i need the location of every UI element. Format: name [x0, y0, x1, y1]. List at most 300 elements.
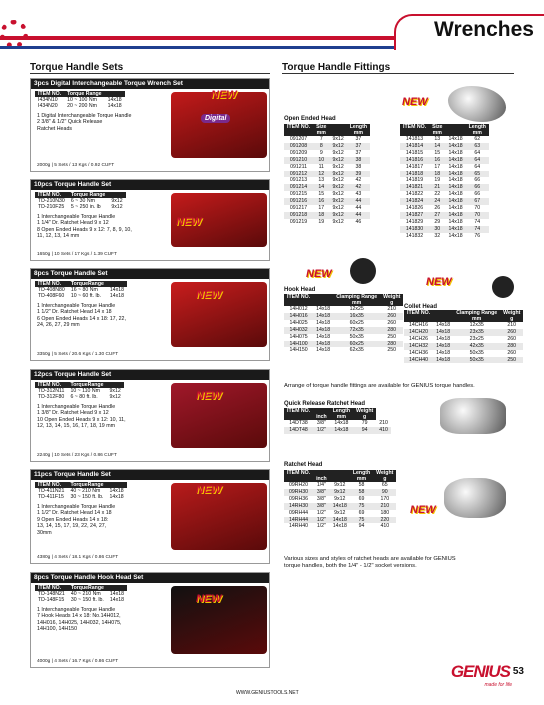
table-row [284, 517, 396, 524]
table-cell: 50x35 [453, 357, 500, 364]
description-line: 1 Digital Interchangeable Torque Handle [37, 113, 132, 119]
table-cell: 7 [319, 136, 323, 142]
table-cell: 220 [373, 517, 396, 524]
table-row [284, 496, 396, 503]
table-cell: 44 [347, 212, 370, 219]
ratchet-table [284, 470, 396, 530]
unit-header: mm [453, 316, 500, 322]
table-row [284, 205, 370, 212]
table-cell: 22 [434, 191, 441, 198]
description-line: 1 Interchangeable Torque Handle [37, 607, 116, 613]
table-row [35, 293, 127, 299]
table-row [400, 150, 489, 157]
torque-set-card [30, 469, 270, 564]
table-cell: 9x12 [332, 191, 344, 198]
table-cell: 9x12 [329, 198, 346, 205]
table-cell: 14x18 [436, 335, 451, 342]
table-cell: 14x18 [332, 523, 347, 530]
table-cell: 141821 [400, 184, 429, 191]
subsection-title: Quick Release Ratchet Head [284, 401, 366, 407]
table-cell: 14x18 [445, 157, 465, 164]
description-line: 2 3/8" & 1/2" Quick Release [37, 119, 103, 126]
table-cell: TD-210N30 [38, 198, 65, 205]
table-cell: 13 [434, 136, 441, 142]
table-cell: 3/8" [316, 420, 326, 426]
new-badge: NEW [196, 593, 222, 605]
table-cell: 64 [466, 157, 489, 164]
set-packing-info: 4000g | 4 Sets / 16.7 Kgs / 0.86 CUFT [37, 659, 119, 664]
product-case-photo [171, 92, 267, 158]
table-cell: 14RH44 [284, 517, 313, 524]
table-cell: 14x18 [107, 103, 122, 110]
table-cell: 14CH20 [404, 329, 433, 336]
description-line: 9 Open Ended Heads 14 x 18: [37, 516, 109, 523]
table-cell: 14x18 [109, 597, 125, 604]
table-cell: 091208 [284, 143, 313, 150]
table-row [404, 336, 523, 343]
table-cell: 1/2" [313, 517, 330, 524]
collet-head-photo [492, 276, 514, 298]
table-cell: 14x18 [445, 184, 465, 191]
table-cell: 3/8" [313, 489, 330, 496]
table-cell: 23x25 [469, 335, 484, 342]
table-cell: 14x18 [445, 226, 465, 233]
table-cell: 50x35 [469, 349, 484, 356]
table-cell: 14x18 [433, 329, 453, 336]
table-cell: 69 [358, 495, 365, 502]
table-cell: 58 [358, 482, 365, 488]
set-title: 8pcs Torque Handle Set [31, 269, 269, 279]
table-cell: 260 [380, 313, 403, 320]
set-title: 11pcs Torque Handle Set [31, 470, 269, 480]
table-row [400, 233, 489, 240]
table-row [284, 420, 391, 427]
table-cell: 3/8" [316, 495, 326, 502]
table-row [400, 143, 489, 150]
table-row [35, 394, 124, 400]
table-cell: 14x18 [330, 427, 353, 434]
unit-header: g [353, 414, 376, 420]
left-section-title: Torque Handle Sets [30, 62, 270, 74]
table-cell: 14x18 [433, 357, 453, 364]
table-row [284, 306, 403, 313]
table-cell: 39 [347, 171, 370, 178]
unit-header: g [500, 316, 523, 322]
table-cell: 9x12 [332, 177, 344, 184]
table-cell: 250 [500, 357, 523, 364]
table-cell: 5 ~ 250 in. lb [70, 204, 101, 211]
table-cell: 141813 [405, 136, 424, 142]
table-cell: 42 [347, 184, 370, 191]
set-item-table [35, 192, 126, 211]
table-cell: 14x18 [436, 349, 451, 356]
table-cell: 14x18 [313, 327, 333, 334]
table-row [400, 184, 489, 191]
table-cell: 9x12 [329, 171, 346, 178]
unit-header: inch [313, 414, 330, 420]
table-cell: 62x35 [349, 347, 364, 354]
table-cell: 260 [507, 335, 517, 342]
table-cell: 14 [429, 143, 445, 150]
table-header: TorqueRange [67, 382, 106, 388]
table-row [284, 503, 396, 510]
table-row [404, 343, 523, 350]
torque-set-card [30, 179, 270, 261]
table-cell: 141827 [400, 212, 429, 219]
table-row [400, 157, 489, 164]
table-cell: 66 [474, 177, 481, 184]
subsection-title: Open Ended Head [284, 116, 336, 122]
ratchet-head-photo [444, 478, 506, 518]
table-header: Size [429, 124, 445, 130]
table-cell: 14x18 [109, 591, 125, 598]
table-cell: 1/2" [316, 509, 326, 516]
table-cell: 210 [387, 306, 397, 312]
table-cell: 14RH40 [289, 523, 309, 530]
new-badge: NEW [306, 268, 332, 280]
table-header: ITEM NO. [404, 310, 433, 316]
table-row [400, 205, 489, 212]
unit-header: mm [330, 414, 353, 420]
subsection-title: Collet Head [404, 304, 438, 310]
table-row [400, 136, 489, 143]
table-cell: 23x35 [453, 329, 500, 336]
set-title: 8pcs Torque Handle Hook Head Set [31, 573, 269, 583]
table-cell: 12x25 [349, 306, 364, 312]
table-cell: 9 [319, 149, 323, 156]
table-header: ITEM NO. [35, 192, 68, 198]
table-cell: 67 [466, 198, 489, 205]
set-item-table [35, 91, 125, 110]
unit-header: g [373, 476, 396, 482]
new-badge: NEW [426, 276, 452, 288]
table-cell: 14x18 [107, 97, 122, 104]
brand-tagline: made for life [484, 682, 512, 688]
table-cell: 11 [318, 163, 324, 170]
table-row [284, 482, 396, 489]
table-cell: 44 [347, 198, 370, 205]
table-cell: 9x12 [332, 163, 344, 170]
table-cell: 14RH30 [284, 503, 313, 510]
table-cell: 30 ~ 150 ft. lb. [70, 494, 104, 501]
table-cell: 9x12 [334, 509, 346, 516]
table-cell: 14H012 [289, 306, 308, 312]
table-cell: 15 [434, 149, 441, 156]
table-header: Length [466, 124, 489, 130]
table-cell: 10 ~ 100 Nm [67, 97, 97, 104]
set-item-table [35, 281, 127, 300]
table-header: Clamping Range [453, 310, 500, 316]
table-cell: 16x35 [333, 313, 380, 320]
table-row [404, 322, 523, 329]
table-row [284, 523, 396, 530]
brand-logo: GENIUS [450, 662, 510, 681]
torque-set-card [30, 572, 270, 668]
open_ended-table [400, 124, 489, 240]
table-cell: 37 [347, 143, 370, 150]
table-cell: 17 [318, 205, 325, 212]
table-header: Length [330, 408, 353, 414]
table-cell: 9x12 [332, 136, 344, 142]
table-row [284, 219, 370, 226]
table-cell: 14x18 [109, 293, 125, 300]
table-cell: 14x18 [109, 488, 124, 495]
table-cell: 091216 [284, 198, 313, 205]
quick-table [284, 408, 391, 434]
table-cell: 14x18 [448, 149, 463, 156]
torque-set-card [30, 78, 270, 172]
table-cell: 091219 [289, 218, 308, 225]
table-row [284, 191, 370, 198]
table-cell: 37 [355, 149, 362, 156]
right-section-title: Torque Handle Fittings [282, 62, 514, 74]
table-cell: 14x18 [436, 322, 451, 328]
table-row [284, 212, 370, 219]
table-cell: 14x18 [433, 343, 453, 350]
set-description [37, 303, 172, 329]
table-cell: 14x18 [445, 198, 465, 205]
table-header: Clamping Range [333, 294, 380, 300]
table-cell: 32 [434, 232, 441, 239]
gear-decoration-icon [0, 20, 28, 48]
set-packing-info: 4380g | 4 Sets / 18.1 Kgs / 0.86 CUFT [37, 555, 119, 560]
description-line: 1 Interchangeable Torque Handle [37, 303, 116, 309]
table-cell: 9x12 [111, 204, 123, 211]
table-header: ITEM NO. [284, 470, 313, 476]
note-line: torque handles, both the 1/4" - 1/2" socket versions. [284, 563, 417, 569]
table-cell: 091207 [289, 136, 308, 142]
digital-badge: Digital [201, 114, 230, 123]
table-cell: 76 [474, 232, 481, 239]
table-row [400, 177, 489, 184]
table-cell: 141816 [400, 157, 429, 164]
table-cell: 9x12 [330, 489, 350, 496]
table-cell: 141824 [400, 198, 429, 205]
page-header [0, 0, 544, 58]
table-cell: 74 [474, 218, 481, 225]
table-row [284, 171, 370, 178]
unit-header: g [380, 300, 403, 306]
quick-release-head-photo [440, 398, 506, 434]
table-cell: 410 [380, 523, 390, 530]
set-item-table [35, 382, 124, 401]
table-cell: 14DT38 [289, 420, 308, 426]
new-badge: NEW [196, 390, 222, 402]
description-line: 1 Interchangeable Torque Handle [37, 404, 116, 410]
table-header: Torque Range [68, 192, 109, 198]
table-row [35, 597, 127, 603]
table-cell: 14x18 [448, 136, 463, 142]
table-row [284, 347, 403, 354]
unit-header: mm [347, 130, 370, 136]
table-cell: 40 ~ 210 Nm [70, 591, 101, 598]
table-cell: 1/2" [313, 427, 330, 434]
set-description [37, 113, 172, 132]
table-cell: 14x18 [313, 341, 333, 348]
table-cell: 14CH32 [404, 343, 433, 350]
table-cell: 141814 [400, 143, 429, 150]
table-cell: 42 [355, 177, 362, 184]
subsection-title: Hook Head [284, 287, 316, 293]
table-cell: 27 [429, 212, 445, 219]
table-row [400, 226, 489, 233]
table-cell: 90 [373, 489, 396, 496]
table-row [284, 427, 391, 434]
table-cell: 141829 [405, 218, 424, 225]
table-row [400, 171, 489, 178]
table-cell: 280 [380, 341, 403, 348]
table-cell: 091210 [284, 157, 313, 164]
table-cell: 17 [434, 163, 441, 170]
table-cell: 141818 [400, 171, 429, 178]
set-title: 12pcs Torque Handle Set [31, 370, 269, 380]
table-cell: 70 [474, 205, 481, 212]
table-cell: 15 [318, 191, 325, 198]
table-cell: 12 [313, 171, 329, 178]
table-cell: 70 [466, 212, 489, 219]
table-cell: 29 [434, 218, 441, 225]
table-cell: 14H150 [289, 347, 308, 354]
table-cell: 9x12 [329, 143, 346, 150]
description-line: 30mm [37, 529, 52, 536]
table-cell: TD-411F15 [38, 494, 64, 501]
table-row [284, 510, 396, 517]
table-cell: 091214 [284, 184, 313, 191]
description-line: 11, 12, 13, 14 mm [37, 233, 80, 240]
hook-table [284, 294, 403, 354]
table-row [284, 334, 403, 341]
table-cell: 79 [361, 420, 368, 426]
range-note: Arrange of torque handle fittings are available for GENIUS torque handles. [284, 383, 475, 389]
table-cell: 14x18 [109, 494, 124, 501]
table-cell: 14H032 [284, 327, 313, 334]
table-cell: 14CH36 [409, 349, 429, 356]
table-row [284, 136, 370, 143]
table-header: ITEM NO. [35, 91, 64, 97]
table-cell: 40 ~ 210 Nm [70, 488, 101, 495]
table-cell: 14CH40 [404, 357, 433, 364]
table-cell: 16 ~ 80 Nm [70, 287, 98, 294]
table-row [284, 150, 370, 157]
table-cell: 260 [507, 349, 517, 356]
description-line: 10 Open Ended Heads 9 x 12: 10, 11, [37, 416, 126, 423]
table-cell: 14x18 [109, 287, 125, 294]
table-cell: 66 [474, 191, 481, 198]
unit-header: inch [313, 476, 330, 482]
unit-header: mm [429, 130, 445, 136]
table-cell: TD-210F25 [38, 204, 65, 211]
table-row [284, 157, 370, 164]
hook-head-photo [350, 258, 376, 284]
table-header: Length [347, 124, 370, 130]
table-cell: TD-411N21 [38, 488, 65, 495]
table-cell: 3/8" [313, 503, 330, 510]
table-cell: 72x35 [333, 327, 380, 334]
table-cell: 170 [380, 495, 390, 502]
table-cell: 94 [353, 427, 376, 434]
table-cell: 75 [350, 503, 373, 510]
table-cell: TD-408N80 [38, 287, 65, 294]
table-cell: 14H075 [289, 333, 308, 340]
table-cell: 09RH30 [284, 489, 313, 496]
table-cell: 091209 [289, 149, 308, 156]
table-header: ITEM NO. [35, 281, 68, 287]
table-cell: 14H016 [284, 313, 313, 320]
table-cell: TD-312N11 [38, 388, 65, 395]
table-cell: 14CH16 [409, 322, 429, 328]
table-cell: 180 [380, 509, 390, 516]
table-cell: 14x18 [445, 171, 465, 178]
table-cell: 75 [350, 517, 373, 524]
table-cell: 16 [313, 198, 329, 205]
set-description [37, 607, 172, 633]
table-row [400, 191, 489, 198]
table-cell: 43 [355, 191, 362, 198]
set-packing-info: 1650g | 10 Sets / 17 Kgs / 1.39 CUFT [37, 252, 117, 257]
table-cell: 14 [313, 184, 329, 191]
table-cell: 14x18 [334, 420, 349, 426]
website-url[interactable]: WWW.GENIUSTOOLS.NET [236, 690, 299, 696]
table-cell: 14x18 [330, 517, 350, 524]
table-cell: TD-408F60 [38, 293, 65, 300]
table-header: Length [350, 470, 373, 476]
unit-header: mm [333, 300, 380, 306]
table-cell: 14x18 [445, 212, 465, 219]
table-cell: 6 ~ 30 Nm [70, 198, 95, 205]
table-cell: 250 [387, 347, 397, 354]
table-cell: 10 ~ 60 ft. lb. [70, 293, 101, 300]
table-cell: 37 [355, 136, 362, 142]
table-row [284, 198, 370, 205]
table-cell: 50x35 [349, 333, 364, 340]
table-cell: 10 ~ 110 Nm [70, 388, 100, 395]
table-cell: 21 [429, 184, 445, 191]
table-cell: 280 [380, 327, 403, 334]
table-cell: 260 [500, 329, 523, 336]
table-cell: 18 [313, 212, 329, 219]
table-header: ITEM NO. [284, 408, 313, 414]
table-cell: 141826 [405, 205, 424, 212]
table-cell: 250 [387, 333, 397, 340]
table-row [284, 143, 370, 150]
table-cell: I434N10 [38, 97, 58, 104]
table-cell: 60x25 [349, 319, 364, 326]
table-cell: 260 [387, 319, 397, 326]
set-description [37, 214, 172, 240]
description-line: 1 3/8" Dr. Ratchet Head 9 x 12 [37, 410, 109, 417]
table-row [284, 489, 396, 496]
table-cell: 60x25 [333, 341, 380, 348]
table-cell: 94 [358, 523, 365, 530]
table-cell: 62 [474, 136, 481, 142]
table-row [284, 164, 370, 171]
table-cell: 30 [429, 226, 445, 233]
table-header: ITEM NO. [35, 482, 67, 488]
table-cell: 14x18 [448, 232, 463, 239]
table-cell: TD-148N21 [38, 591, 65, 598]
note-line: Various sizes and styles of ratchet heads are available for GENIUS [284, 556, 456, 562]
table-cell: 14x18 [445, 143, 465, 150]
table-cell: 1/2" [316, 523, 326, 530]
table-cell: TD-148F15 [38, 597, 65, 604]
table-cell: 14DT48 [284, 427, 313, 434]
description-line: 1 Interchangeable Torque Handle [37, 504, 116, 510]
table-cell: 16 [429, 157, 445, 164]
table-row [284, 327, 403, 334]
description-line: 1 1/4" Dr. Ratchet Head 9 x 12 [37, 220, 109, 227]
table-header: Torque Range [64, 91, 105, 97]
table-cell: 10 [313, 157, 329, 164]
